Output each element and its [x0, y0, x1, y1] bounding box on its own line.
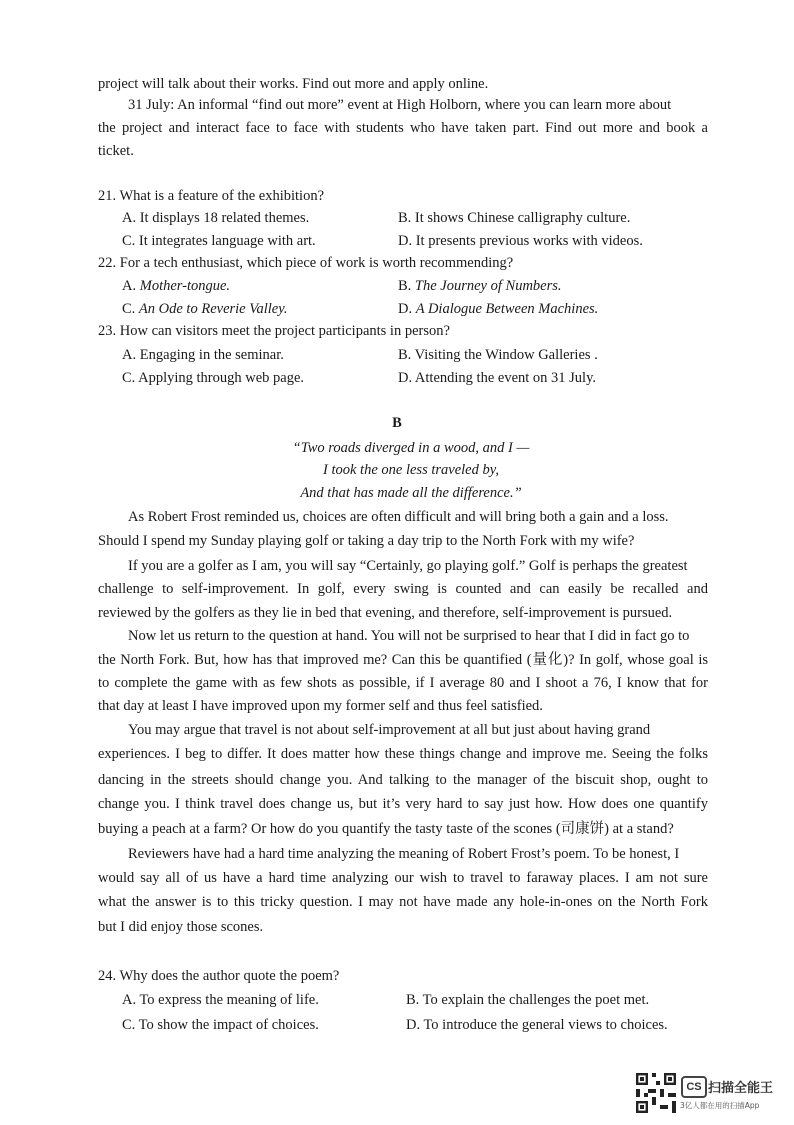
passage-line: the North Fork. But, how has that improved me? Can this be quantified (量化)? In golf, whose goal is [98, 652, 708, 668]
camscanner-tagline: 3亿人都在用的扫描App [680, 1101, 760, 1110]
passage-line: You may argue that travel is not about self-improvement at all but just about having grand [128, 722, 651, 738]
poem-line-3: And that has made all the difference.” [300, 485, 522, 501]
q22-b-title: The Journey of Numbers. [414, 278, 562, 294]
question-21: 21. What is a feature of the exhibition? [98, 188, 325, 204]
q23-option-a: A. Engaging in the seminar. [122, 347, 284, 363]
passage-line: reviewed by the golfers as they lie in bed that evening, and therefore, self-improvement is pursued. [98, 605, 673, 621]
passage-line: Should I spend my Sunday playing golf or taking a day trip to the North Fork with my wife? [98, 533, 635, 549]
q24-option-b: B. To explain the challenges the poet met. [406, 992, 650, 1008]
q24-option-d: D. To introduce the general views to choices. [406, 1017, 668, 1033]
intro-line-1: project will talk about their works. Find out more and apply online. [98, 76, 489, 92]
q22-option-d [398, 300, 598, 318]
q22-b-letter: B. [398, 278, 415, 294]
q24-option-c: C. To show the impact of choices. [122, 1017, 319, 1033]
camscanner-logo: CS [681, 1076, 707, 1098]
poem-line-2: I took the one less traveled by, [323, 462, 499, 478]
q23-option-d: D. Attending the event on 31 July. [398, 370, 597, 386]
passage-line: dancing in the streets should change you. And talking to the manager of the biscuit shop, ought to [98, 772, 708, 788]
q23-option-c: C. Applying through web page. [122, 370, 305, 386]
intro-line-2: 31 July: An informal “find out more” event at High Holborn, where you can learn more about [128, 97, 672, 113]
passage-line: that day at least I have improved upon my former self and thus feel satisfied. [98, 698, 543, 714]
intro-line-3: the project and interact face to face with students who have taken part. Find out more and book a [98, 120, 708, 136]
q21-option-d: D. It presents previous works with videos. [398, 233, 643, 249]
question-24: 24. Why does the author quote the poem? [98, 968, 340, 984]
passage-line: buying a peach at a farm? Or how do you quantify the tasty taste of the scones (司康饼) at a stand? [98, 821, 674, 837]
passage-line: If you are a golfer as I am, you will say “Certainly, go playing golf.” Golf is perhaps the greatest [128, 558, 688, 574]
q22-option-b [398, 277, 562, 295]
passage-line: change you. I think travel does change us, but it’s very hard to say just how. How does one quantify [98, 796, 708, 812]
q22-c-title: An Ode to Reverie Valley. [138, 301, 288, 317]
passage-line: what the answer is to this tricky question. I may not have made any hole-in-ones on the North Fork [98, 894, 708, 910]
q21-option-b: B. It shows Chinese calligraphy culture. [398, 210, 631, 226]
q23-option-b: B. Visiting the Window Galleries . [398, 347, 598, 363]
question-22: 22. For a tech enthusiast, which piece of work is worth recommending? [98, 255, 514, 271]
q22-a-letter: A. [122, 278, 140, 294]
passage-line: Now let us return to the question at hand. You will not be surprised to hear that I did in fact go to [128, 628, 690, 644]
qr-code-icon [636, 1073, 676, 1113]
passage-line: but I did enjoy those scones. [98, 919, 264, 935]
poem-line-1: “Two roads diverged in a wood, and I — [292, 440, 530, 456]
passage-line: would say all of us have a hard time analyzing our wish to travel to faraway places. I am not sure [98, 870, 708, 886]
intro-line-4: ticket. [98, 143, 134, 159]
passage-line: experiences. I beg to differ. It does matter how these things change and improve me. Seeing the folks [98, 746, 708, 762]
passage-line: As Robert Frost reminded us, choices are often difficult and will bring both a gain and a loss. [128, 509, 669, 525]
q21-option-c: C. It integrates language with art. [122, 233, 316, 249]
q22-c-letter: C. [122, 301, 139, 317]
passage-line: challenge to self-improvement. In golf, every swing is counted and can easily be recalled and [98, 581, 708, 597]
section-b-label: B [392, 415, 402, 431]
passage-line: Reviewers have had a hard time analyzing the meaning of Robert Frost’s poem. To be honest, I [128, 846, 680, 862]
question-23: 23. How can visitors meet the project participants in person? [98, 323, 450, 339]
q24-option-a: A. To express the meaning of life. [122, 992, 319, 1008]
camscanner-name: 扫描全能王 [708, 1081, 774, 1096]
q21-option-a: A. It displays 18 related themes. [122, 210, 310, 226]
q22-a-title: Mother-tongue. [139, 278, 231, 294]
q22-option-c [122, 300, 288, 318]
q22-option-a [122, 277, 230, 295]
passage-line: to complete the game with as few shots as possible, if I average 80 and I shoot a 76, I know that for [98, 675, 708, 691]
q22-d-letter: D. [398, 301, 416, 317]
q22-d-title: A Dialogue Between Machines. [415, 301, 599, 317]
